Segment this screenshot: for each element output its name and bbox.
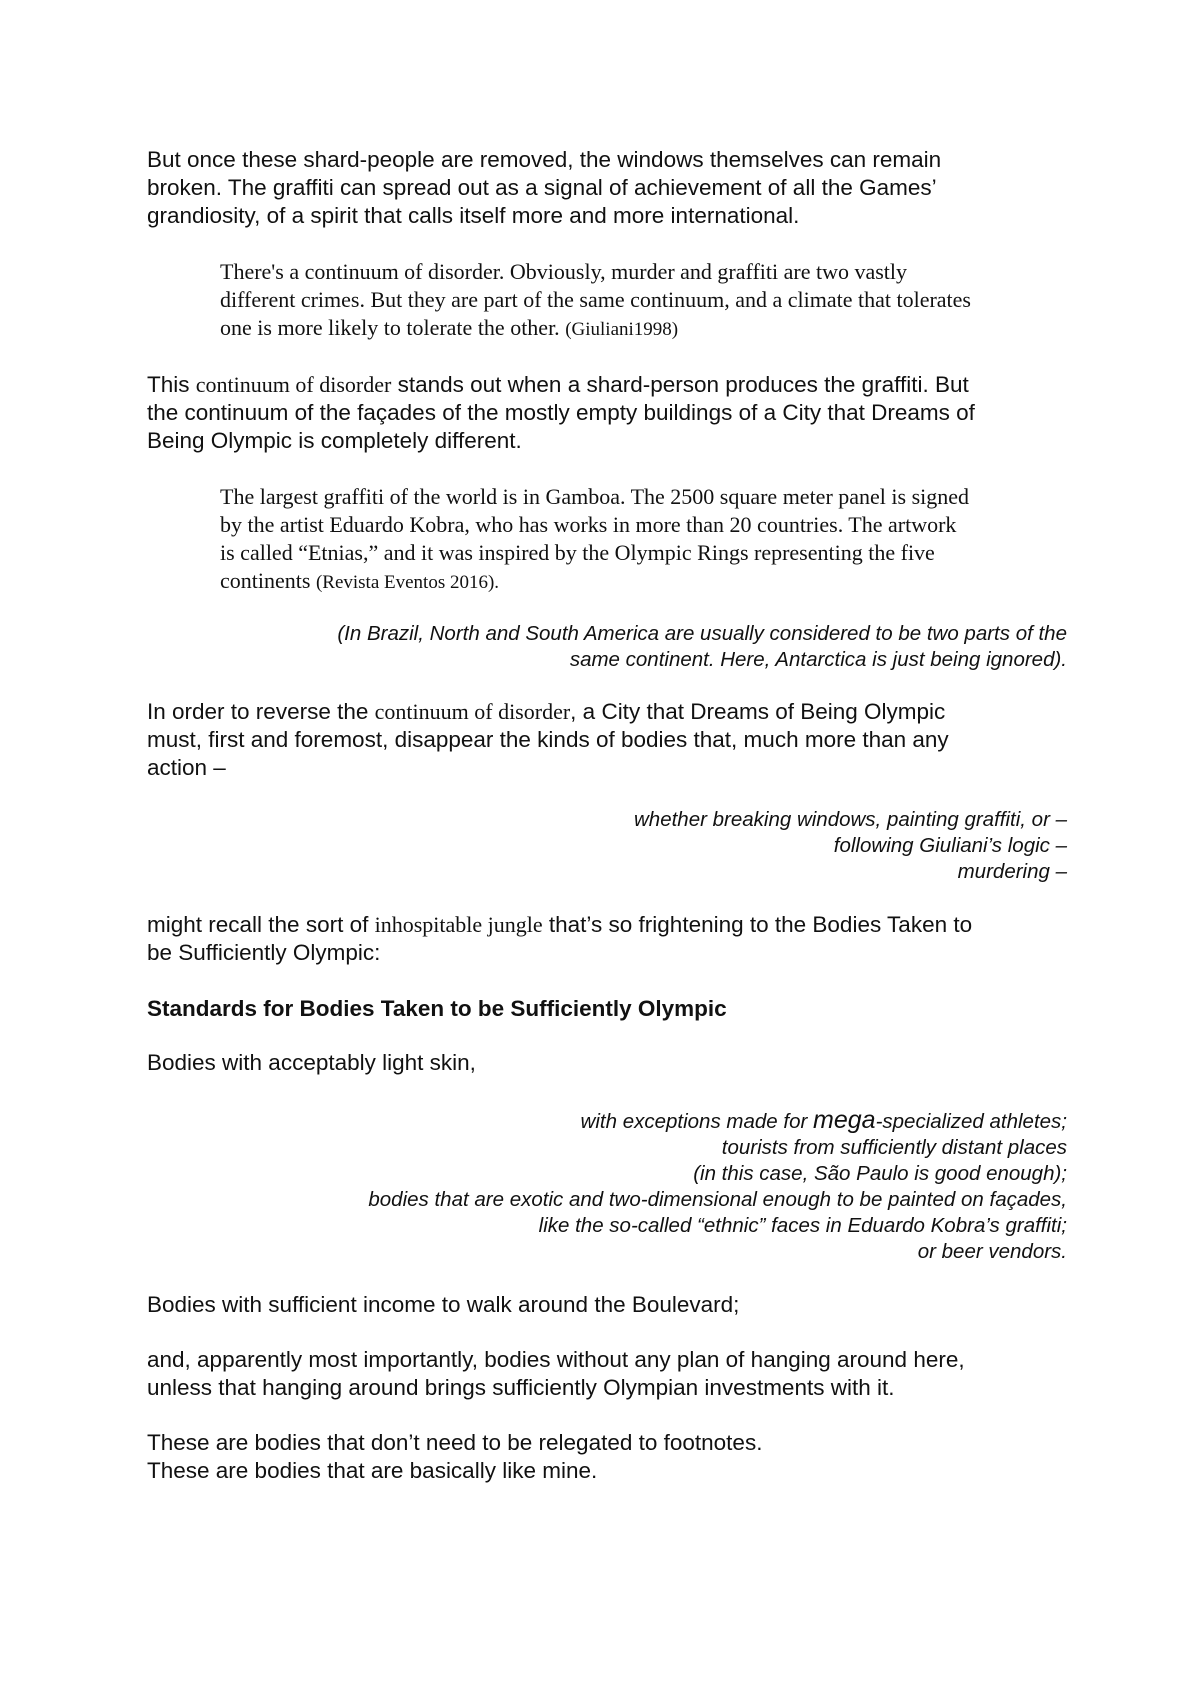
text-line [147, 371, 1067, 399]
text-line [147, 698, 1067, 726]
text-line: But once these shard-people are removed, the windows themselves can remain [147, 147, 942, 172]
text-line: These are bodies that are basically like mine. [147, 1458, 598, 1483]
citation: (Revista Eventos 2016). [315, 572, 500, 593]
quote-line: The largest graffiti of the world is in Gamboa. The 2500 square meter panel is signed [220, 484, 970, 509]
blockquote-giuliani [220, 258, 1052, 344]
exception-line: or beer vendors. [917, 1240, 1067, 1263]
standard-light-skin: Bodies with acceptably light skin, [147, 1050, 476, 1075]
closing-paragraph [147, 1429, 1067, 1485]
quote-line [220, 314, 1052, 344]
note-line: (In Brazil, North and South America are usually considered to be two parts of the [337, 622, 1067, 645]
quote-text: continents [220, 568, 311, 593]
text-line: grandiosity, of a spirit that calls itself more and more international. [147, 203, 800, 228]
note-line: murdering – [957, 860, 1067, 883]
text-line: broken. The graffiti can spread out as a signal of achievement of all the Games’ [147, 175, 937, 200]
blockquote-gamboa [220, 483, 1052, 597]
text-fragment: stands out when a shard-person produces the graffiti. But [397, 372, 969, 397]
text-line: must, first and foremost, disappear the kinds of bodies that, much more than any [147, 727, 949, 752]
exception-line [147, 1107, 1067, 1135]
note-line: same continent. Here, Antarctica is just being ignored). [569, 648, 1067, 671]
text-fragment: with exceptions made for [580, 1110, 808, 1133]
text-fragment: This [147, 372, 190, 397]
exceptions-list [147, 1107, 1067, 1265]
document-page [147, 146, 1067, 1485]
text-fragment: that’s so frightening to the Bodies Taken to [548, 912, 973, 937]
standard-income: Bodies with sufficient income to walk around the Boulevard; [147, 1292, 740, 1317]
text-line: unless that hanging around brings sufficiently Olympian investments with it. [147, 1375, 895, 1400]
paragraph-jungle [147, 911, 1067, 967]
quote-line [220, 567, 1052, 597]
text-line [147, 911, 1067, 939]
quote-line: There's a continuum of disorder. Obviously, murder and graffiti are two vastly [220, 259, 908, 284]
paragraph-continuum [147, 371, 1067, 455]
quote-line: is called “Etnias,” and it was inspired by the Olympic Rings representing the five [220, 540, 935, 565]
section-heading: Standards for Bodies Taken to be Sufficiently Olympic [147, 996, 727, 1021]
exception-line: (in this case, São Paulo is good enough); [693, 1162, 1067, 1185]
quote-line: different crimes. But they are part of the same continuum, and a climate that tolerates [220, 287, 971, 312]
paragraph-shard-people [147, 146, 1067, 230]
paragraph-reverse [147, 698, 1067, 782]
serif-phrase: continuum of disorder [374, 699, 571, 724]
text-line: and, apparently most importantly, bodies without any plan of hanging around here, [147, 1347, 965, 1372]
mega-word: mega [813, 1106, 876, 1134]
exception-line: like the so-called “ethnic” faces in Eduardo Kobra’s graffiti; [538, 1214, 1067, 1237]
note-continents [147, 621, 1067, 673]
text-fragment: In order to reverse the [147, 699, 369, 724]
text-line: Being Olympic is completely different. [147, 428, 522, 453]
text-fragment: might recall the sort of [147, 912, 369, 937]
exception-line: tourists from sufficiently distant places [721, 1136, 1067, 1159]
note-line: whether breaking windows, painting graffiti, or – [633, 808, 1067, 831]
text-line: action – [147, 755, 226, 780]
serif-phrase: continuum of disorder [195, 372, 392, 397]
exception-line: bodies that are exotic and two-dimensional enough to be painted on façades, [368, 1188, 1067, 1211]
text-line: the continuum of the façades of the mostly empty buildings of a City that Dreams of [147, 400, 975, 425]
text-line: be Sufficiently Olympic: [147, 940, 381, 965]
note-line: following Giuliani’s logic – [833, 834, 1067, 857]
quote-line: by the artist Eduardo Kobra, who has works in more than 20 countries. The artwork [220, 512, 957, 537]
quote-text: one is more likely to tolerate the other. [220, 315, 560, 340]
standard-no-hanging-around [147, 1346, 1067, 1402]
text-fragment: , a City that Dreams of Being Olympic [570, 699, 946, 724]
note-actions [147, 807, 1067, 885]
serif-phrase: inhospitable jungle [374, 912, 543, 937]
text-line: These are bodies that don’t need to be relegated to footnotes. [147, 1430, 763, 1455]
text-fragment: -specialized athletes; [875, 1110, 1067, 1133]
citation: (Giuliani1998) [565, 319, 679, 340]
